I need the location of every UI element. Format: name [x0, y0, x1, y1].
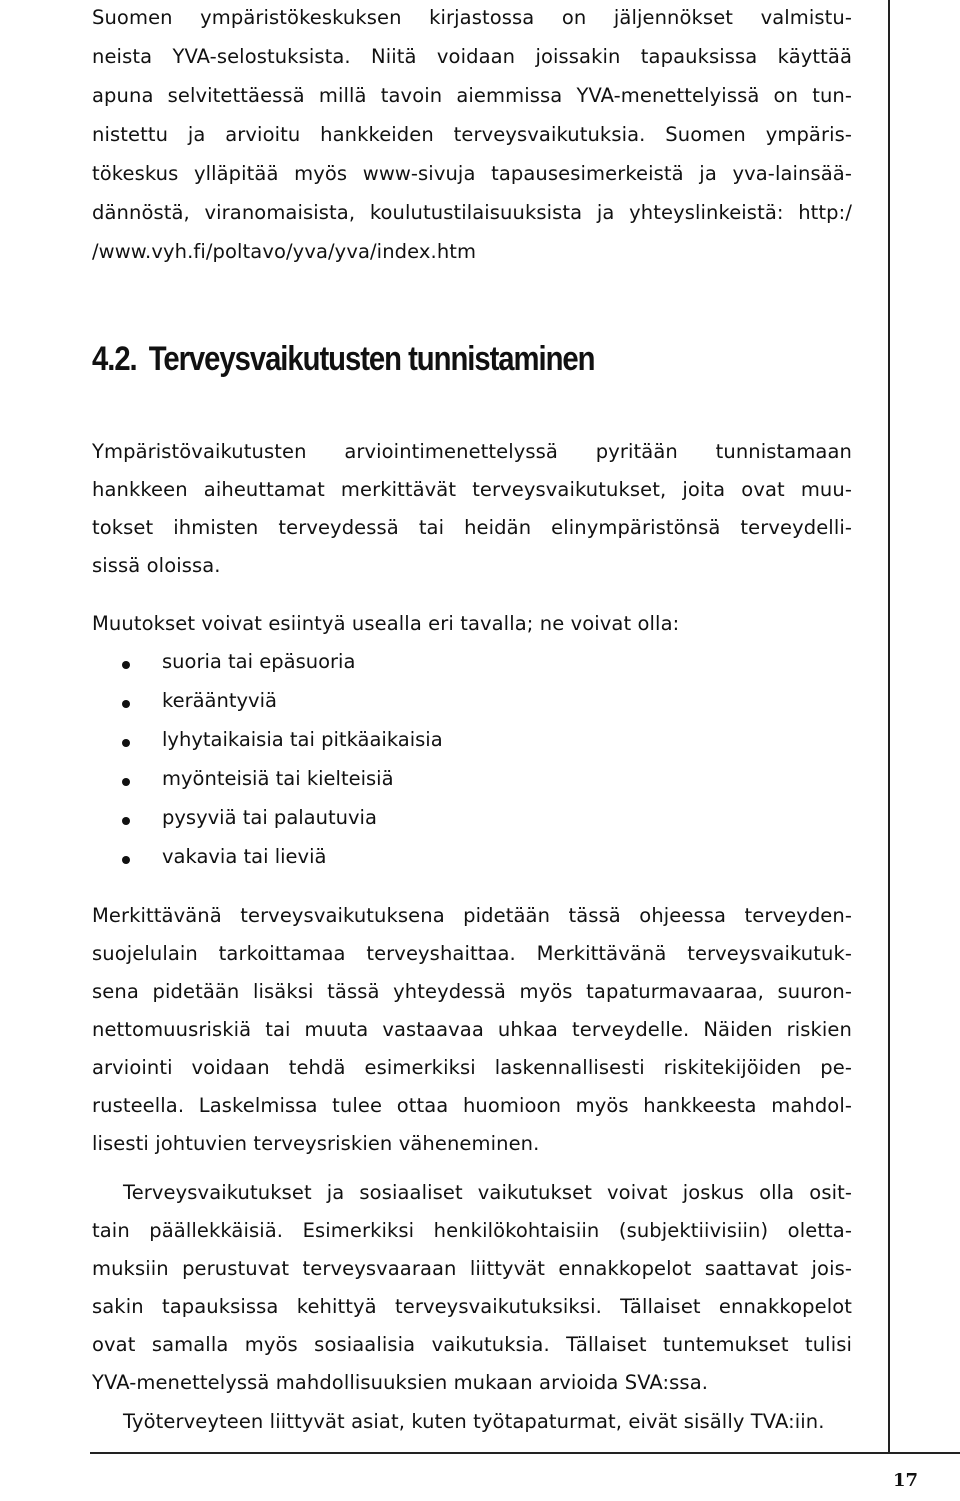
text-line: Ympäristövaikutusten arviointimenettelyssä pyritään tunnistamaan [92, 440, 852, 463]
text-line: neista YVA-selostuksista. Niitä voidaan joissakin tapauksissa käyttää [92, 45, 852, 68]
text-line: Suomen ympäristökeskuksen kirjastossa on jäljennökset valmistu- [92, 6, 852, 29]
bullet-icon [122, 700, 130, 708]
bullet-list [122, 650, 443, 884]
text-line: suojelulain tarkoittamaa terveyshaittaa. Merkittävänä terveysvaikutuk- [92, 942, 852, 965]
list-item-text: vakavia tai lieviä [162, 845, 327, 868]
text-line: muksiin perustuvat terveysvaaraan liittyvät ennakkopelot saattavat jois- [92, 1257, 852, 1280]
section-heading [92, 340, 594, 379]
text-line: Terveysvaikutukset ja sosiaaliset vaikutukset voivat joskus olla osit- [123, 1181, 852, 1204]
bullet-icon [122, 739, 130, 747]
text-line: tokset ihmisten terveydessä tai heidän elinympäristönsä terveydelli- [92, 516, 852, 539]
text-line: nistettu ja arvioitu hankkeiden terveysvaikutuksia. Suomen ympäris- [92, 123, 852, 146]
text-line: sakin tapauksissa kehittyä terveysvaikutuksiksi. Tällaiset ennakkopelot [92, 1295, 852, 1318]
text-line: Merkittävänä terveysvaikutuksena pidetään tässä ohjeessa terveyden- [92, 904, 852, 927]
text-line: sena pidetään lisäksi tässä yhteydessä myös tapaturmavaaraa, suuron- [92, 980, 852, 1003]
margin-rule-vertical [888, 0, 890, 1452]
text-line: hankkeen aiheuttamat merkittävät terveysvaikutukset, joita ovat muu- [92, 478, 852, 501]
list-item-text: pysyviä tai palautuvia [162, 806, 377, 829]
list-intro: Muutokset voivat esiintyä usealla eri tavalla; ne voivat olla: [92, 612, 680, 635]
bullet-icon [122, 661, 130, 669]
text-line: rusteella. Laskelmissa tulee ottaa huomioon myös hankkeesta mahdol- [92, 1094, 852, 1117]
page-number: 17 [893, 1470, 919, 1491]
section-number: 4.2. [92, 340, 137, 378]
text-line: arviointi voidaan tehdä esimerkiksi laskennallisesti riskitekijöiden pe- [92, 1056, 852, 1079]
text-line: apuna selvitettäessä millä tavoin aiemmissa YVA-menettelyissä on tun- [92, 84, 852, 107]
list-item [122, 845, 443, 884]
bullet-icon [122, 856, 130, 864]
list-item [122, 767, 443, 806]
text-line: tain päällekkäisiä. Esimerkiksi henkilökohtaisiin (subjektiivisiin) oletta- [92, 1219, 852, 1242]
text-line: ovat samalla myös sosiaalisia vaikutuksia. Tällaiset tuntemukset tulisi [92, 1333, 852, 1356]
list-item [122, 806, 443, 845]
text-line: tökeskus ylläpitää myös www-sivuja tapausesimerkeistä ja yva-lainsää- [92, 162, 852, 185]
list-item-text: kerääntyviä [162, 689, 277, 712]
list-item [122, 650, 443, 689]
list-item [122, 728, 443, 767]
text-line: nettomuusriskiä tai muuta vastaavaa uhkaa terveydelle. Näiden riskien [92, 1018, 852, 1041]
text-line: YVA-menettelyssä mahdollisuuksien mukaan arvioida SVA:ssa. [92, 1371, 709, 1394]
bullet-icon [122, 817, 130, 825]
text-line: dännöstä, viranomaisista, koulutustilaisuuksista ja yhteyslinkeistä: http:/ [92, 201, 852, 224]
section-title: Terveysvaikutusten tunnistaminen [148, 340, 595, 378]
list-item-text: lyhytaikaisia tai pitkäaikaisia [162, 728, 443, 751]
text-line: /www.vyh.fi/poltavo/yva/yva/index.htm [92, 240, 477, 263]
text-line: sissä oloissa. [92, 554, 221, 577]
footer-rule [90, 1452, 960, 1454]
list-item [122, 689, 443, 728]
bullet-icon [122, 778, 130, 786]
list-item-text: myönteisiä tai kielteisiä [162, 767, 394, 790]
list-item-text: suoria tai epäsuoria [162, 650, 356, 673]
text-line: lisesti johtuvien terveysriskien väheneminen. [92, 1132, 540, 1155]
text-line: Työterveyteen liittyvät asiat, kuten työtapaturmat, eivät sisälly TVA:iin. [123, 1410, 825, 1433]
